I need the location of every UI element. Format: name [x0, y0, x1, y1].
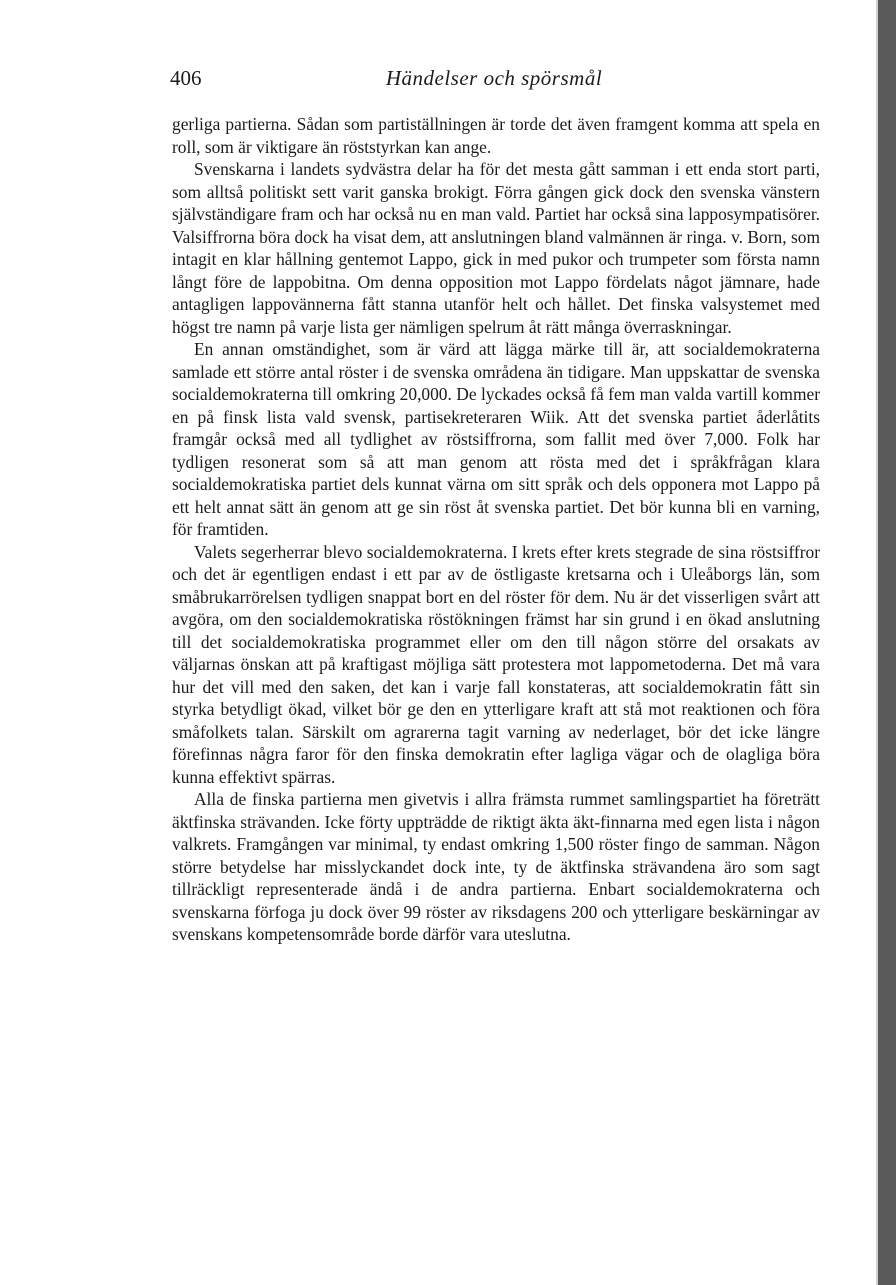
page-header [170, 66, 818, 96]
scan-page-edge [878, 0, 896, 1285]
scan-page-edge-highlight [876, 0, 878, 1285]
paragraph: Svenskarna i landets sydvästra delar ha för det mesta gått samman i ett enda stort parti, som alltså politiskt sett varit ganska brokigt. Förra gången gick dock den svenska vänstern självständigare fram och har också nu en man vald. Partiet har också sina lapposympatisörer. Valsiffrorna böra dock ha visat dem, att anslutningen bland valmännen är ringa. v. Born, som intagit en klar hållning gentemot Lappo, gick in med pukor och trumpeter som första namn långt före de lappobitna. Om denna opposition mot Lappo fördelats något jämnare, hade antagligen lappovännerna fått stanna utanför helt och hållet. Det finska valsystemet med högst tre namn på varje lista ger nämligen spelrum åt rätt många överraskningar. [172, 159, 820, 337]
running-title: Händelser och spörsmål [385, 66, 603, 90]
page-number: 406 [170, 66, 202, 90]
article-body [172, 113, 820, 946]
paragraph: En annan omständighet, som är värd att lägga märke till är, att socialdemokraterna samlade ett större antal röster i de svenska områdena än tidigare. Man uppskattar de svenska socialdemokraterna till omkring 20,000. De lyckades också få fem man valda vartill kommer en på finsk lista vald svensk, partisekreteraren Wiik. Att det svenska partiet åderlåtits framgår också med all tydlighet av röstsiffrorna, som fallit med över 7,000. Folk har tydligen resonerat som så att man genom att rösta med det i språkfrågan klara socialdemokratiska partiet dels kunnat värna om sitt språk och dels opponera mot Lappo på ett helt annat sätt än genom att ge sin röst åt svenska partiet. Det bör kunna bli en varning, för framtiden. [172, 339, 820, 539]
paragraph: Valets segerherrar blevo socialdemokraterna. I krets efter krets stegrade de sina röstsiffror och det är egentligen endast i ett par av de östligaste kretsarna och i Uleåborgs län, som småbrukarrörelsen tydligen snappat bort en del röster för dem. Nu är det visserligen svårt att avgöra, om den socialdemokratiska röstökningen främst har sin grund i en ökad anslutning till det socialdemokratiska programmet eller om den till någon större del orsakats av väljarnas önskan att på kraftigast möjliga sätt protestera mot lappometoderna. Det må vara hur det vill med den saken, det kan i varje fall konstateras, att socialdemokratin fått sin styrka betydligt ökad, vilket bör ge den en ytterligare kraft att stå mot reaktionen och föra småfolkets talan. Särskilt om agrarerna tagit varning av nederlaget, bör det icke längre förefinnas några faror för den finska demokratin efter lagliga vägar och de olagliga böra kunna effektivt spärras. [172, 541, 820, 787]
paragraph: Alla de finska partierna men givetvis i allra främsta rummet samlingspartiet ha företrätt äktfinska strävanden. Icke förty uppträdde de riktigt äkta äkt-finnarna med egen lista i någon valkrets. Framgången var minimal, ty endast omkring 1,500 röster fingo de samman. Någon större betydelse har misslyckandet dock inte, ty de äktfinska strävandena äro som sagt tillräckligt representerade ändå i de andra partierna. Enbart socialdemokraterna och svenskarna förfoga ju dock över 99 röster av riksdagens 200 och ytterligare beskärningar av svenskans kompetensområde borde därför vara uteslutna. [172, 789, 820, 944]
paragraph-continued: gerliga partierna. Sådan som partiställningen är torde det även framgent komma att spela en roll, som är viktigare än röststyrkan kan ange. [172, 114, 820, 157]
